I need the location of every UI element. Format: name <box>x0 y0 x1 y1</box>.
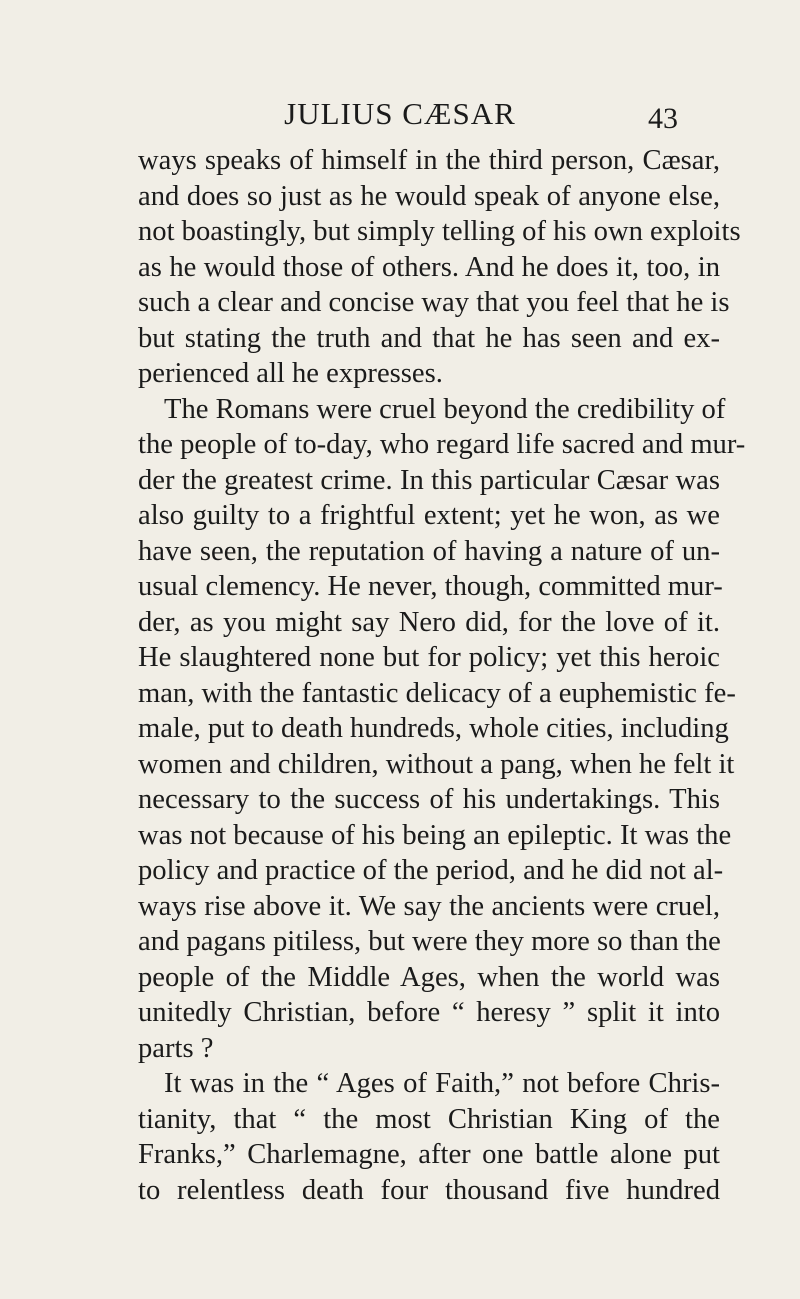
text-line: tianity, that “ the most Christian King of the <box>138 1103 720 1135</box>
text-line: Franks,” Charlemagne, after one battle alone put <box>138 1139 720 1170</box>
text-line: der, as you might say Nero did, for the love of it. <box>138 606 720 638</box>
text-line: the people of to-day, who regard life sacred and mur- <box>138 429 746 460</box>
text-line: male, put to death hundreds, whole cities, including <box>138 713 729 744</box>
running-title: JULIUS CÆSAR <box>284 96 516 131</box>
text-line: such a clear and concise way that you feel that he is <box>138 287 730 318</box>
text-line: It was in the “ Ages of Faith,” not before Chris- <box>164 1068 720 1099</box>
text-line: as he would those of others. And he does it, too, in <box>138 251 720 283</box>
text-line: also guilty to a frightful extent; yet he won, as we <box>138 500 720 531</box>
text-line: unitedly Christian, before “ heresy ” split it into <box>138 997 720 1028</box>
body-text <box>138 143 746 1208</box>
text-line: have seen, the reputation of having a nature of un- <box>138 535 720 567</box>
text-line: women and children, without a pang, when he felt it <box>138 748 735 780</box>
text-line: parts ? <box>138 1032 214 1064</box>
text-line: usual clemency. He never, though, committed mur- <box>138 571 723 602</box>
text-line: people of the Middle Ages, when the world was <box>138 961 720 993</box>
text-line: The Romans were cruel beyond the credibility of <box>164 393 726 425</box>
text-line: to relentless death four thousand five hundred <box>138 1174 720 1206</box>
text-line: ways rise above it. We say the ancients were cruel, <box>138 890 720 922</box>
text-line: policy and practice of the period, and he did not al- <box>138 855 724 886</box>
text-line: was not because of his being an epileptic. It was the <box>138 819 732 851</box>
text-line: ways speaks of himself in the third person, Cæsar, <box>138 145 720 176</box>
text-line: man, with the fantastic delicacy of a euphemistic fe- <box>138 677 736 709</box>
text-line: and pagans pitiless, but were they more so than the <box>138 926 721 957</box>
text-line: and does so just as he would speak of anyone else, <box>138 180 720 212</box>
text-line: but stating the truth and that he has seen and ex- <box>138 322 720 354</box>
page-number: 43 <box>648 102 678 135</box>
text-line: not boastingly, but simply telling of his own exploits <box>138 216 741 247</box>
text-line: perienced all he expresses. <box>138 358 443 389</box>
text-line: der the greatest crime. In this particular Cæsar was <box>138 464 720 496</box>
text-line: He slaughtered none but for policy; yet this heroic <box>138 642 720 673</box>
text-line: necessary to the success of his undertakings. This <box>138 784 720 815</box>
